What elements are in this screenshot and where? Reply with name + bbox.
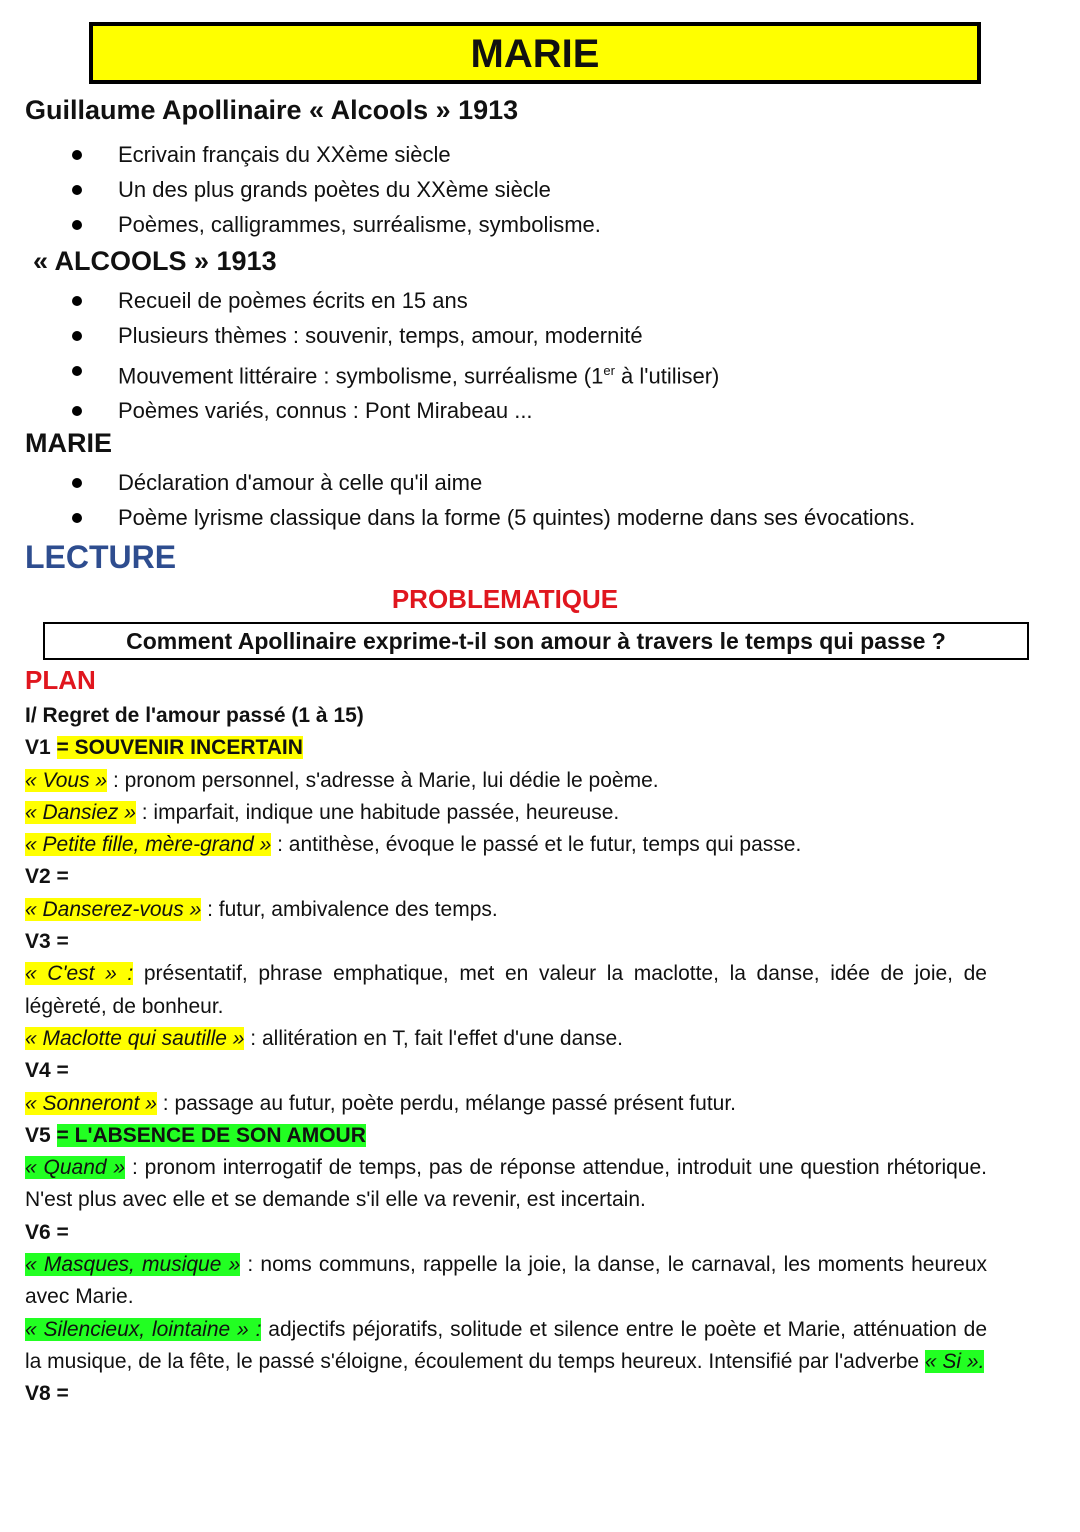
quotation: « Maclotte qui sautille » [25, 1026, 245, 1050]
lecture-heading: LECTURE [25, 539, 177, 575]
plan-heading: PLAN [25, 665, 96, 695]
list-item: Un des plus grands poètes du XXème siècle [25, 172, 601, 207]
list-item-text-tail: à l'utiliser) [614, 363, 720, 389]
list-item: Poème lyrisme classique dans la forme (5 quintes) moderne dans ses évocations. [25, 500, 915, 535]
quotation: « Petite fille, mère-grand » [25, 833, 272, 857]
quotation: « Danserez-vous » [25, 897, 202, 921]
document-title: MARIE [89, 22, 981, 84]
verse-heading-v6: V6 = [25, 1220, 69, 1244]
analysis-line [25, 1314, 987, 1379]
problematique-heading: PROBLEMATIQUE [391, 584, 619, 614]
commentary: : allitération en T, fait l'effet d'une danse. [244, 1026, 623, 1050]
marie-heading: MARIE [25, 428, 112, 458]
verse-heading-v1 [25, 732, 987, 764]
list-item: Recueil de poèmes écrits en 15 ans [25, 283, 719, 318]
problematique-question: Comment Apollinaire exprime-t-il son amour à travers le temps qui passe ? [43, 622, 1029, 660]
quotation: « Masques, musique » [25, 1253, 241, 1277]
commentary: : imparfait, indique une habitude passée, heureuse. [135, 800, 620, 824]
commentary: : pronom personnel, s'adresse à Marie, lui dédie le poème. [107, 768, 659, 792]
verse-title: = L'ABSENCE DE SON AMOUR [56, 1123, 366, 1147]
marie-bullet-list [25, 465, 915, 535]
commentary: : antithèse, évoque le passé et le futur, temps qui passe. [271, 833, 802, 857]
quotation: « Sonneront » [25, 1091, 157, 1115]
analysis-line [25, 1152, 987, 1217]
quotation: « C'est » : [25, 962, 134, 986]
verse-heading-v4: V4 = [25, 1059, 69, 1083]
alcools-heading: « ALCOOLS » 1913 [33, 246, 277, 276]
verse-heading-v5 [25, 1120, 987, 1152]
list-item [25, 353, 719, 393]
list-item-text: Mouvement littéraire : symbolisme, surréalisme (1 [118, 363, 604, 389]
verse-heading-v8: V8 = [25, 1382, 69, 1406]
analysis-line [25, 1088, 987, 1120]
list-item: Déclaration d'amour à celle qu'il aime [25, 465, 915, 500]
verse-heading-v2: V2 = [25, 865, 69, 889]
verse-label: V1 [25, 736, 51, 760]
quotation: « Quand » [25, 1156, 126, 1180]
author-heading: Guillaume Apollinaire « Alcools » 1913 [25, 95, 519, 125]
verse-label: V5 [25, 1123, 51, 1147]
alcools-bullet-list [25, 283, 719, 428]
commentary: : noms communs, rappelle la joie, la danse, le carnaval, les moments heureux avec Marie. [25, 1253, 987, 1309]
plan-body [25, 700, 987, 1411]
analysis-line [25, 797, 987, 829]
part-heading: I/ Regret de l'amour passé (1 à 15) [25, 704, 364, 727]
quotation: « Dansiez » [25, 800, 136, 824]
superscript: er [603, 363, 615, 378]
analysis-line [25, 765, 987, 797]
list-item: Poèmes, calligrammes, surréalisme, symbolisme. [25, 207, 601, 242]
author-bullet-list [25, 137, 601, 242]
quotation: « Si ». [924, 1349, 985, 1373]
commentary: présentatif, phrase emphatique, met en valeur la maclotte, la danse, idée de joie, de légèreté, de bonheur. [25, 962, 987, 1018]
commentary: : pronom interrogatif de temps, pas de réponse attendue, introduit une question rhétorique. N'est plus avec elle et se demande s'il elle va revenir, est incertain. [25, 1156, 987, 1212]
analysis-line [25, 1023, 987, 1055]
analysis-line [25, 894, 987, 926]
verse-heading-v3: V3 = [25, 930, 69, 954]
analysis-line [25, 829, 987, 861]
quotation: « Vous » [25, 768, 108, 792]
commentary: : futur, ambivalence des temps. [201, 897, 498, 921]
list-item: Poèmes variés, connus : Pont Mirabeau ... [25, 393, 719, 428]
quotation: « Silencieux, lointaine » : [25, 1317, 262, 1341]
verse-title: = SOUVENIR INCERTAIN [56, 736, 303, 760]
analysis-line [25, 958, 987, 1023]
commentary: adjectifs péjoratifs, solitude et silence entre le poète et Marie, atténuation de la musique, de la fête, le passé s'éloigne, écoulement du temps heureux. Intensifié par l'adverbe [25, 1317, 987, 1373]
commentary: : passage au futur, poète perdu, mélange passé présent futur. [156, 1091, 736, 1115]
analysis-line [25, 1249, 987, 1314]
list-item: Ecrivain français du XXème siècle [25, 137, 601, 172]
list-item: Plusieurs thèmes : souvenir, temps, amour, modernité [25, 318, 719, 353]
